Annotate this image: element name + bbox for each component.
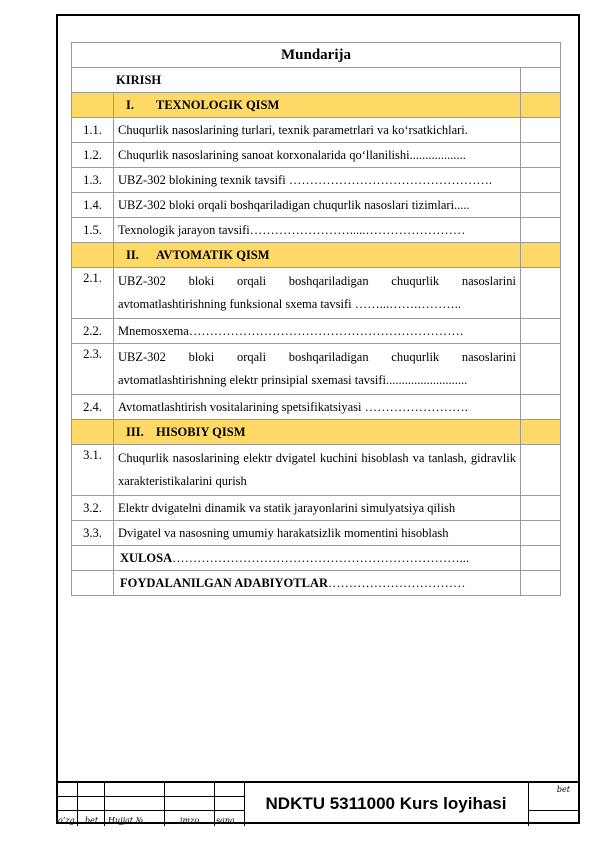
- toc-row: [72, 218, 561, 243]
- section-number: II.: [126, 247, 139, 262]
- toc-row-number: 2.2.: [72, 319, 114, 344]
- toc-row-number: 3.2.: [72, 496, 114, 521]
- toc-row-number: 2.1.: [72, 268, 114, 319]
- toc-row-text: UBZ-302 bloki orqali boshqariladigan chuqurlik nasoslarini avtomatlashtirishning elektr prinsipial sxemasi tavsifi..........................: [114, 344, 521, 395]
- toc-row-kirish: [72, 68, 561, 93]
- toc-row-number: 1.3.: [72, 168, 114, 193]
- toc-row-number: 1.5.: [72, 218, 114, 243]
- stamp-label-date: sana: [216, 816, 235, 825]
- toc-section-1: [72, 93, 561, 118]
- toc-row-text: Avtomatlashtirish vositalarining spetsifikatsiyasi …………………….: [114, 395, 521, 420]
- toc-row: [72, 193, 561, 218]
- toc-row-text: UBZ-302 bloki orqali boshqariladigan chuqurlik nasoslari tizimlari.....: [114, 193, 521, 218]
- stamp-label-doc-number: Hujjat №: [108, 816, 144, 825]
- toc-row-number: 3.3.: [72, 521, 114, 546]
- toc-section-2: [72, 243, 561, 268]
- toc-row-text: UBZ-302 blokining texnik tavsifi ………………………………………….: [114, 168, 521, 193]
- toc-title: Mundarija: [72, 43, 561, 68]
- toc-row-text: Elektr dvigatelni dinamik va statik jarayonlarini simulyatsiya qilish: [114, 496, 521, 521]
- toc-row-foydalanilgan: [72, 571, 561, 596]
- toc-row-text: Dvigatel va nasosning umumiy harakatsizlik momentini hisoblash: [114, 521, 521, 546]
- section-title: TEXNOLOGIK QISM: [156, 97, 280, 112]
- section-number: III.: [126, 424, 144, 439]
- toc-row: [72, 168, 561, 193]
- toc-row: [72, 445, 561, 496]
- toc-row-text: Mnemosxema…………………………………………………………: [114, 319, 521, 344]
- section-title: AVTOMATIK QISM: [156, 247, 270, 262]
- toc-row-number: 1.4.: [72, 193, 114, 218]
- toc-row-number: 2.3.: [72, 344, 114, 395]
- toc-row: [72, 319, 561, 344]
- foyd-dots: ……………………………: [328, 575, 466, 590]
- toc-row: [72, 395, 561, 420]
- toc-row: [72, 118, 561, 143]
- xulosa-dots: ……………………………………………………………...: [172, 550, 469, 565]
- document-code-title: NDKTU 5311000 Kurs loyihasi: [265, 793, 507, 813]
- stamp-label-sheet: bet: [85, 816, 99, 825]
- toc-row-xulosa: [72, 546, 561, 571]
- section-title: HISOBIY QISM: [156, 424, 246, 439]
- toc-row-number: 1.2.: [72, 143, 114, 168]
- toc-row: [72, 143, 561, 168]
- toc-row-number: 1.1.: [72, 118, 114, 143]
- toc-row-text: Chuqurlik nasoslarining turlari, texnik parametrlari va ko‘rsatkichlari.: [114, 118, 521, 143]
- toc-section-3: [72, 420, 561, 445]
- toc-row: [72, 496, 561, 521]
- toc-row-number: 3.1.: [72, 445, 114, 496]
- toc-row-text: Chuqurlik nasoslarining sanoat korxonalarida qo‘llanilishi..................: [114, 143, 521, 168]
- stamp-label-change: o‘zg: [58, 816, 75, 825]
- toc-kirish: KIRISH: [72, 68, 521, 93]
- stamp-label-page: bet: [556, 785, 570, 794]
- toc-row: [72, 521, 561, 546]
- toc-page-cell: [521, 68, 561, 93]
- toc-row-text: Texnologik jarayon tavsifi…………………….....……………………: [114, 218, 521, 243]
- title-block-stamp: [56, 781, 580, 826]
- section-number: I.: [126, 97, 134, 112]
- toc-row-text: UBZ-302 bloki orqali boshqariladigan chuqurlik nasoslarini avtomatlashtirishning funksional sxema tavsifi ……...…….………..: [114, 268, 521, 319]
- toc-row: [72, 344, 561, 395]
- toc-row: [72, 268, 561, 319]
- toc-row-number: 2.4.: [72, 395, 114, 420]
- xulosa-title: XULOSA: [120, 550, 173, 565]
- toc-table: [71, 42, 561, 596]
- stamp-label-signature: imzo: [180, 816, 200, 825]
- toc-row-text: Chuqurlik nasoslarining elektr dvigatel kuchini hisoblash va tanlash, gidravlik xarakteristikalarini qurish: [114, 445, 521, 496]
- foyd-title: FOYDALANILGAN ADABIYOTLAR: [120, 575, 329, 590]
